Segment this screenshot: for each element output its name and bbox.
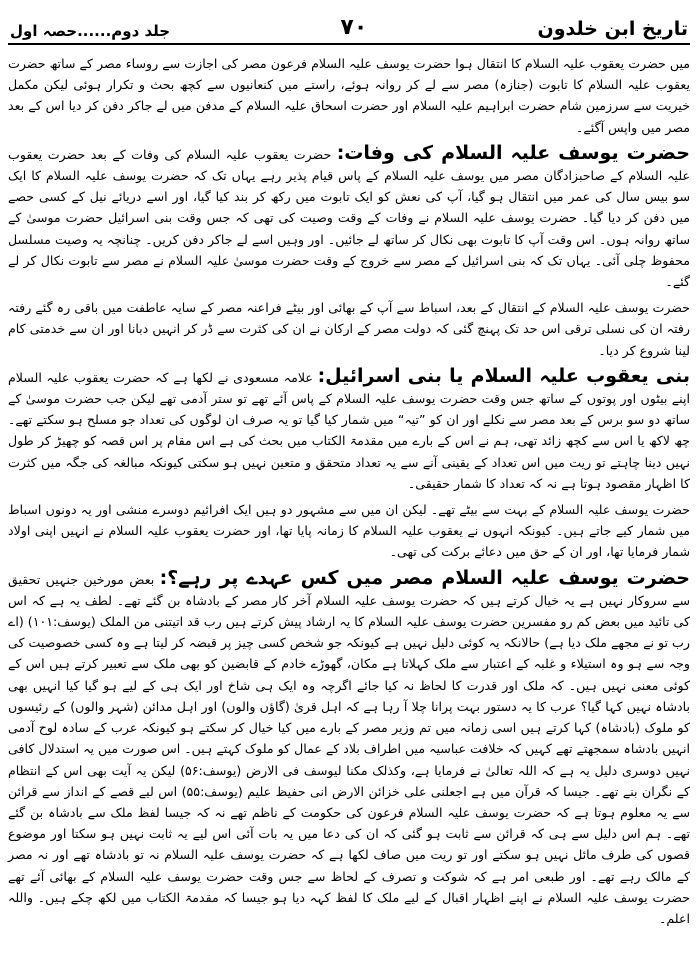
page-body [8, 53, 690, 929]
section-heading: بنی یعقوب علیہ السلام یا بنی اسرائیل: [317, 364, 691, 387]
paragraph-1 [8, 53, 690, 138]
section-heading: حضرت یوسف علیہ السلام کی وفات: [336, 141, 690, 164]
paragraph-text: حضرت یوسف علیہ السلام کے بہت سے بیٹے تھے۔ لیکن ان میں سے مشہور دو ہیں ایک افرائیم دوسرے منشی اور یہ دونوں اسباط میں شمار کیے جاتے ہیں۔ کیونکہ انہوں نے یعقوب علیہ السلام کا زمانہ پایا تھا، اور حضرت یعقوب علیہ السلام نے انہیں اپنی اولاد شمار فرمایا تھا، اور ان کے حق میں دعائے برکت کی تھی۔ [8, 502, 690, 560]
paragraph-text: علامہ مسعودی نے لکھا ہے کہ حضرت یعقوب علیہ السلام اپنے بیٹوں اور پوتوں کے ساتھ جس وقت حضرت یوسف علیہ السلام کے پاس آئے تھے تو ستر آدمی تھے لیکن جب حضرت موسیٰ کے ساتھ دو سو برس کے بعد مصر سے نکلے اور ان کو ”تیہ“ میں شمار کیا گیا تو یہ صرف ان لوگوں کی تعداد جو مسلح ہو سکتے تھے۔ چھ لاکھ یا اس سے کچھ زائد تھی، ہم نے اس کے بارے میں مقدمۃ الکتاب میں بحث کی ہے اس مقام پر اس قصہ کو چھیڑ کر طول نہیں دینا چاہتے تو ریت میں اس تعداد کے یقینی آنے سے یہ تعداد متحقق و متعین نہیں ہو سکتی کیونکہ مبالغہ کی جگہ میں کثرت کا اظہار مقصود ہوتا ہے نہ کہ تعداد کا شمار حقیقی۔ [8, 369, 690, 491]
paragraph-3 [8, 297, 690, 361]
paragraph-6 [8, 568, 690, 929]
section-heading: حضرت یوسف علیہ السلام مصر میں کس عہدے پر رہے؟: [159, 566, 690, 589]
paragraph-text: حضرت یوسف علیہ السلام کے انتقال کے بعد، اسباط سے آپ کے بھائی اور بیٹے فراعنہ مصر کے سایہ عاطفت میں باقی رہ گئے رفتہ رفتہ ان کی نسلی ترقی اس حد تک پہنچ گئی کہ دولت مصر کے ارکان نے ان کی کثرت سے ڈر کر انہیں دبانا اور ان سے خدمتی کام لینا شروع کر دیا۔ [8, 300, 690, 358]
page-number: ۷۰ [340, 15, 368, 40]
paragraph-text: حضرت یعقوب علیہ السلام کی وفات کے بعد حضرت یعقوب علیہ السلام کے صاحبزادگان مصر میں یوسف علیہ السلام کے پاس قیام پذیر رہے یہاں تک کہ حضرت یوسف علیہ السلام کا ایک سو بیس سال کی عمر میں انتقال ہو گیا، آپ کی نعش کو ایک تابوت میں رکھ کر بند کیا گیا، اور اسے دریائے نیل کے کسی حصے میں دفن کر دیا گیا۔ حضرت یوسف علیہ السلام نے وفات کے وقت وصیت کی تھی کہ جس وقت بنی اسرائیل حضرت موسیٰ کے ساتھ روانہ ہوں۔ اس وقت آپ کا تابوت بھی نکال کر ساتھ لے جائیں۔ اور وہیں اسے لے جاکر دفن کریں۔ چنانچہ یہ وصیت مسلسل محفوظ چلی آئی۔ یہاں تک کہ بنی اسرائیل کے مصر سے خروج کے وقت حضرت موسیٰ علیہ السلام نے مصر سے تابوت نکال کر لے گئے۔ [8, 146, 690, 290]
page-header [8, 8, 690, 45]
paragraph-text: بعض مورخین جنہیں تحقیق سے سروکار نہیں ہے یہ خیال کرتے ہیں کہ حضرت یوسف علیہ السلام آخر کار مصر کے بادشاہ بن گئے تھے۔ لطف یہ ہے کہ اس کی تائید میں بعض کم رو مفسرین حضرت یوسف علیہ السلام کا یہ ارشاد پیش کرتے ہیں رب قد اتیتنی من الملک (یوسف:۱۰۱) (اے رب تو نے مجھے ملک دیا ہے) حالانکہ یہ کوئی دلیل نہیں ہے کیونکہ جو شخص کسی چیز پر قبضہ کر لیتا ہے وہ کسی خصوصیت کی وجہ سے ہو وہ استیلاء و غلبہ کے اعتبار سے ملک کہلاتا ہے مکان، گھوڑے خادم کے قابضین کو بھی ملک سے تعبیر کرتے ہیں اس کے کوئی معنی نہیں ہیں۔ کہ ملک اور قدرت کا لحاظ نہ کیا جائے اگرچہ وہ ایک ہی شاخ اور ایک ہی کے لیے ہو گیا کیا انہیں بھی بادشاہ نہیں کہا گیا؟ عرب کا یہ دستور بہت پرانا چلا آ رہا ہے کہ اہل قریٰ (گاؤں والوں) اور اہل مدائن (شہر والوں) کے رئیسوں کو ملوک (بادشاہ) کہا کرتے ہیں اسی زمانہ میں تم وزیر مصر کے بارے میں کیا خیال کر سکتے ہو کیونکہ عرب کے سادہ لوح آدمی انہیں بادشاہ سمجھتے تھے کہیں کہ خلافت عباسیہ میں اطراف بلاد کے عمال کو ملوک کہتے ہیں۔ اس صورت میں یہ استدلال کافی نہیں دوسری دلیل یہ ہے کہ اللہ تعالیٰ نے فرمایا ہے، وکذلک مکنا لیوسف فی الارض (یوسف:۵۶) لیکن یہ آیت بھی اس کے انتظام کے نگران بنے تھے۔ جیسا کہ قرآن میں ہے اجعلنی علی خزائن الارض انی حفیظ علیم (یوسف:۵۵) اس لیے قصے کے انداز سے قرائن سے یہ معلوم ہوتا ہے کہ حضرت یوسف علیہ السلام فرعون کی حکومت کے ناظم تھے نہ کہ جیسا لفظ ملک سے بادشاہ بن گئے تھے۔ ہم اس دلیل سے ہی کہ قرائن سے ثابت ہو گئی کہ ان کی دعا میں یہ بات آئی اس لیے یہ ثابت نہیں ہو سکتا اور موضوع قصوں کی طرف مائل نہیں ہو سکتے اور تو ریت میں صاف لکھا ہے کہ حضرت یوسف علیہ السلام نہ تو بادشاہ تھے اور نہ مصر کے مالک رہے تھے۔ اور طبعی امر ہے کہ شوکت و تصرف کے لحاظ سے جس وقت حضرت یوسف علیہ السلام کے بھائی آئے تھے حضرت یوسف علیہ السلام نے اپنے اظہار اقبال کے لیے ملک کا لفظ کہہ دیا ہو جیسا کہ مقدمۃ الکتاب میں لکھ چکے ہیں۔ واللہ اعلم۔ [8, 571, 690, 926]
paragraph-2 [8, 143, 690, 292]
volume-label: جلد دوم......حصہ اول [10, 22, 171, 40]
paragraph-5 [8, 499, 690, 563]
paragraph-text: میں حضرت یعقوب علیہ السلام کا انتقال ہوا حضرت یوسف علیہ السلام فرعون مصر کی اجازت سے روساء مصر کے ساتھ حضرت یعقوب علیہ السلام کا تابوت (جنازہ) مصر سے لے کر روانہ ہوئے، راستے میں کنعانیوں سے کچھ بحث و تکرار ہوئی لیکن مکمل خیریت سے سرزمین شام حضرت ابراہیم علیہ السلام اور حضرت اسحاق علیہ السلام کے مدفن میں لے جاکر دفن کر دیا اس کے بعد مصر میں واپس آگئے۔ [8, 56, 690, 135]
book-title: تاریخ ابن خلدون [537, 18, 688, 40]
paragraph-4 [8, 366, 690, 494]
